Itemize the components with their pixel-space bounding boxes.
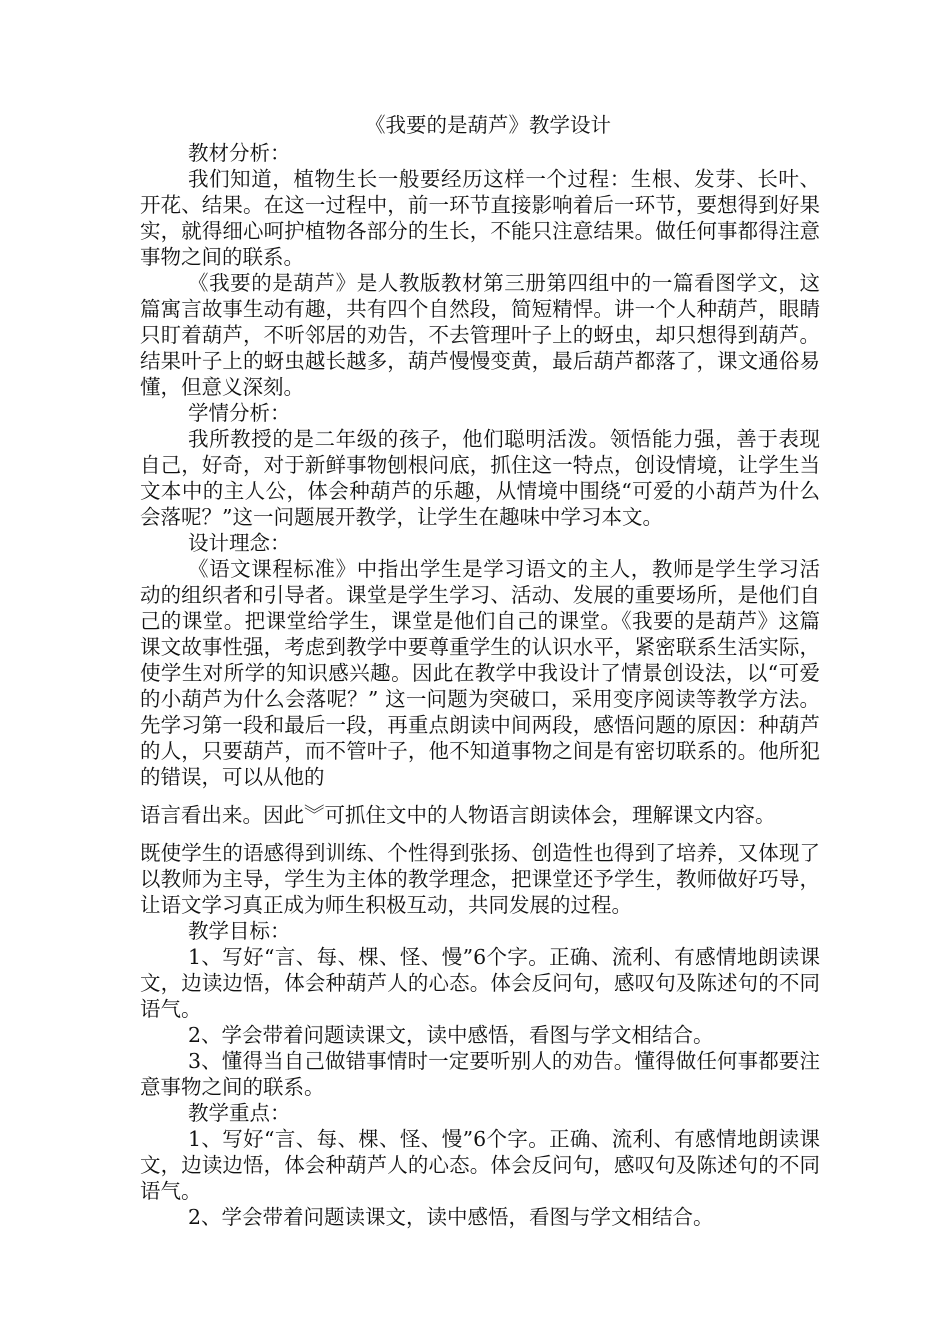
paragraph-design-concept-2: 语言看出来。因此︾可抓住文中的人物语言朗读体会，理解课文内容。 (140, 803, 776, 827)
document-page (140, 112, 820, 1230)
section-heading-design-concept: 设计理念： (188, 531, 291, 555)
section-heading-textbook-analysis: 教材分析： (188, 141, 291, 165)
teaching-focus-item-1: 1、写好“言、每、棵、怪、慢”6个字。正确、流利、有感情地朗读课文，边读边悟，体会种葫芦人的心态。体会反问句，感叹句及陈述句的不同语气。 (140, 1127, 820, 1203)
document-title: 《我要的是葫芦》教学设计 (365, 113, 611, 137)
paragraph-textbook-analysis-2: 《我要的是葫芦》是人教版教材第三册第四组中的一篇看图学文，这篇寓言故事生动有趣，共有四个自然段，简短精悍。讲一个人种葫芦，眼睛只盯着葫芦，不听邻居的劝告，不去管理叶子上的蚜虫，却只想得到葫芦。结果叶子上的蚜虫越长越多，葫芦慢慢变黄，最后葫芦都落了，课文通俗易懂，但意义深刻。 (140, 271, 820, 399)
section-heading-student-analysis: 学情分析： (188, 401, 291, 425)
teaching-goal-item-1: 1、写好“言、每、棵、怪、慢”6个字。正确、流利、有感情地朗读课文，边读边悟，体会种葫芦人的心态。体会反问句，感叹句及陈述句的不同语气。 (140, 945, 820, 1021)
paragraph-textbook-analysis-1: 我们知道，植物生长一般要经历这样一个过程：生根、发芽、长叶、开花、结果。在这一过程中，前一环节直接影响着后一环节，要想得到好果实，就得细心呵护植物各部分的生长，不能只注意结果。做任何事都得注意事物之间的联系。 (140, 167, 820, 269)
teaching-goal-item-3: 3、懂得当自己做错事情时一定要听别人的劝告。懂得做任何事都要注意事物之间的联系。 (140, 1049, 820, 1099)
teaching-focus-item-2: 2、学会带着问题读课文，读中感悟，看图与学文相结合。 (188, 1205, 714, 1229)
section-heading-teaching-goals: 教学目标： (188, 919, 291, 943)
paragraph-design-concept-3: 既使学生的语感得到训练、个性得到张扬、创造性也得到了培养，又体现了以教师为主导，学生为主体的教学理念，把课堂还予学生，教师做好巧导，让语文学习真正成为师生积极互动，共同发展的过程。 (140, 841, 820, 917)
paragraph-design-concept-1: 《语文课程标准》中指出学生是学习语文的主人，教师是学生学习活动的组织者和引导者。课堂是学生学习、活动、发展的重要场所，是他们自己的课堂。把课堂给学生，课堂是他们自己的课堂。《我要的是葫芦》这篇课文故事性强，考虑到教学中要尊重学生的认识水平，紧密联系生活实际，使学生对所学的知识感兴趣。因此在教学中我设计了情景创设法，以“可爱的小葫芦为什么会落呢？” 这一问题为突破口，采用变序阅读等教学方法。先学习第一段和最后一段，再重点朗读中间两段，感悟问题的原因：种葫芦的人，只要葫芦，而不管叶子，他不知道事物之间是有密切联系的。他所犯的错误，可以从他的 (140, 557, 820, 789)
paragraph-student-analysis: 我所教授的是二年级的孩子，他们聪明活泼。领悟能力强，善于表现自己，好奇，对于新鲜事物刨根问底，抓住这一特点，创设情境，让学生当文本中的主人公，体会种葫芦的乐趣，从情境中围绕“可爱的小葫芦为什么会落呢？”这一问题展开教学，让学生在趣味中学习本文。 (140, 427, 820, 529)
section-heading-teaching-focus: 教学重点： (188, 1101, 291, 1125)
teaching-goal-item-2: 2、学会带着问题读课文，读中感悟，看图与学文相结合。 (188, 1023, 714, 1047)
